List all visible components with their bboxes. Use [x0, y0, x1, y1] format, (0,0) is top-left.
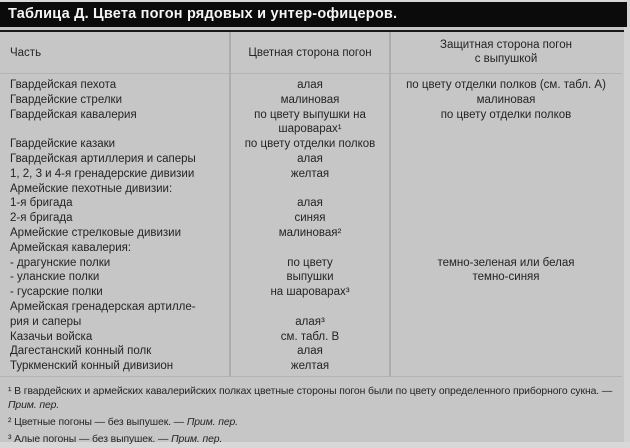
- cell-colored: шароварах¹: [278, 123, 342, 136]
- footnote-marker: ¹: [8, 386, 12, 397]
- footnote-source: Прим. пер.: [8, 400, 60, 411]
- cell-unit: - гусарские полки: [10, 286, 103, 299]
- cell-protective: [390, 241, 622, 256]
- table-row: [0, 93, 622, 108]
- cell-unit: - уланские полки: [10, 271, 100, 284]
- cell-protective: [390, 211, 622, 226]
- cell-colored: алая: [297, 197, 323, 210]
- cell-protective: по цвету отделки полков (см. табл. А): [406, 79, 606, 91]
- cell-colored: выпушки: [286, 271, 334, 284]
- column-header-protective-line1: Защитная сторона погон: [440, 39, 572, 51]
- cell-colored: по цвету: [287, 256, 333, 269]
- table-row: [0, 359, 622, 374]
- footnote-marker: ²: [8, 417, 12, 428]
- table-header-row: [0, 32, 622, 74]
- cell-protective: [390, 152, 622, 167]
- table: [0, 32, 622, 377]
- cell-colored: синяя: [294, 212, 326, 225]
- footnote-source: Прим. пер.: [171, 434, 223, 445]
- cell-unit: Туркменский конный дивизион: [10, 360, 174, 373]
- table-row: [0, 108, 622, 123]
- cell-colored: алая: [297, 152, 323, 165]
- cell-colored: на шароварах³: [270, 286, 350, 299]
- cell-unit: Гвардейская артиллерия и саперы: [10, 152, 196, 165]
- footnote-marker: ³: [8, 434, 12, 445]
- cell-protective: темно-синяя: [472, 271, 540, 284]
- cell-unit: рия и саперы: [10, 315, 82, 328]
- cell-unit: [0, 122, 230, 137]
- table-row: [0, 137, 622, 152]
- column-divider-1: [229, 32, 231, 377]
- cell-protective: [390, 122, 622, 137]
- footnote-source: Прим. пер.: [186, 417, 238, 428]
- table-row: [0, 315, 622, 330]
- column-divider-2: [389, 32, 391, 377]
- cell-protective: [390, 196, 622, 211]
- cell-colored: [230, 300, 390, 315]
- table-row: [0, 300, 622, 315]
- cell-protective: [390, 315, 622, 330]
- cell-protective: по цвету отделки полков: [440, 108, 572, 121]
- footnote: [8, 416, 624, 430]
- table-row: [0, 344, 622, 359]
- cell-colored: по цвету отделки полков: [244, 138, 376, 151]
- cell-protective: [390, 344, 622, 359]
- cell-colored: [230, 241, 390, 256]
- cell-protective: малиновая: [476, 93, 536, 106]
- cell-unit: Казачьи войска: [10, 330, 93, 343]
- cell-protective: [390, 285, 622, 300]
- cell-protective: темно-зеленая или белая: [437, 256, 575, 269]
- table-row: [0, 152, 622, 167]
- cell-protective: [390, 330, 622, 345]
- table-row: [0, 285, 622, 300]
- cell-unit: 1-я бригада: [10, 197, 73, 210]
- cell-unit: Армейская гренадерская артилле-: [10, 300, 196, 313]
- column-header-protective-side: [390, 32, 622, 73]
- cell-colored: желтая: [290, 167, 330, 180]
- cell-unit: Армейские стрелковые дивизии: [10, 226, 182, 239]
- column-header-unit: Часть: [10, 46, 42, 59]
- column-header-protective-line2: с выпушкой: [474, 52, 538, 65]
- table-row: [0, 330, 622, 345]
- table-row: [0, 226, 622, 241]
- table-row: [0, 256, 622, 271]
- cell-colored: по цвету выпушки на: [254, 108, 366, 121]
- cell-colored: [230, 182, 390, 197]
- cell-protective: [390, 359, 622, 374]
- cell-colored: алая³: [295, 315, 325, 328]
- cell-colored: малиновая²: [278, 226, 342, 239]
- footnote-text: В гвардейских и армейских кавалерийских полках цветные стороны погон были по цвету определенного приборного сукна. —: [14, 386, 613, 397]
- table-row: [0, 270, 622, 285]
- table-row: [0, 122, 622, 137]
- footnote-text: Цветные погоны — без выпушек. —: [14, 417, 185, 428]
- table-row: [0, 78, 622, 93]
- table-title: Таблица Д. Цвета погон рядовых и унтер-офицеров.: [0, 2, 627, 27]
- cell-colored: малиновая: [280, 93, 340, 106]
- footnote: [8, 385, 624, 413]
- cell-unit: Армейские пехотные дивизии:: [10, 182, 173, 195]
- cell-protective: [390, 226, 622, 241]
- page-edge-right: [624, 0, 630, 448]
- cell-unit: Гвардейская кавалерия: [10, 108, 137, 121]
- cell-unit: - драгунские полки: [10, 256, 111, 269]
- table-row: [0, 241, 622, 256]
- cell-unit: Гвардейские казаки: [10, 138, 116, 151]
- table-row: [0, 196, 622, 211]
- cell-colored: см. табл. В: [280, 330, 340, 343]
- cell-protective: [390, 137, 622, 152]
- cell-unit: Гвардейская пехота: [10, 79, 117, 91]
- cell-protective: [390, 167, 622, 182]
- cell-unit: Дагестанский конный полк: [10, 345, 152, 358]
- column-header-colored-side: Цветная сторона погон: [248, 46, 372, 59]
- footnotes: [8, 385, 624, 448]
- cell-protective: [390, 300, 622, 315]
- cell-protective: [390, 182, 622, 197]
- cell-colored: алая: [297, 79, 323, 91]
- cell-colored: желтая: [290, 360, 330, 373]
- footnote-text: Алые погоны — без выпушек. —: [14, 434, 169, 445]
- cell-unit: 2-я бригада: [10, 212, 73, 225]
- table-body: [0, 74, 622, 377]
- table-row: [0, 167, 622, 182]
- table-row: [0, 182, 622, 197]
- cell-unit: 1, 2, 3 и 4-я гренадерские дивизии: [10, 167, 195, 180]
- footnote: [8, 433, 624, 447]
- cell-unit: Армейская кавалерия:: [10, 241, 132, 254]
- table-row: [0, 211, 622, 226]
- cell-colored: алая: [297, 345, 323, 358]
- cell-unit: Гвардейские стрелки: [10, 93, 123, 106]
